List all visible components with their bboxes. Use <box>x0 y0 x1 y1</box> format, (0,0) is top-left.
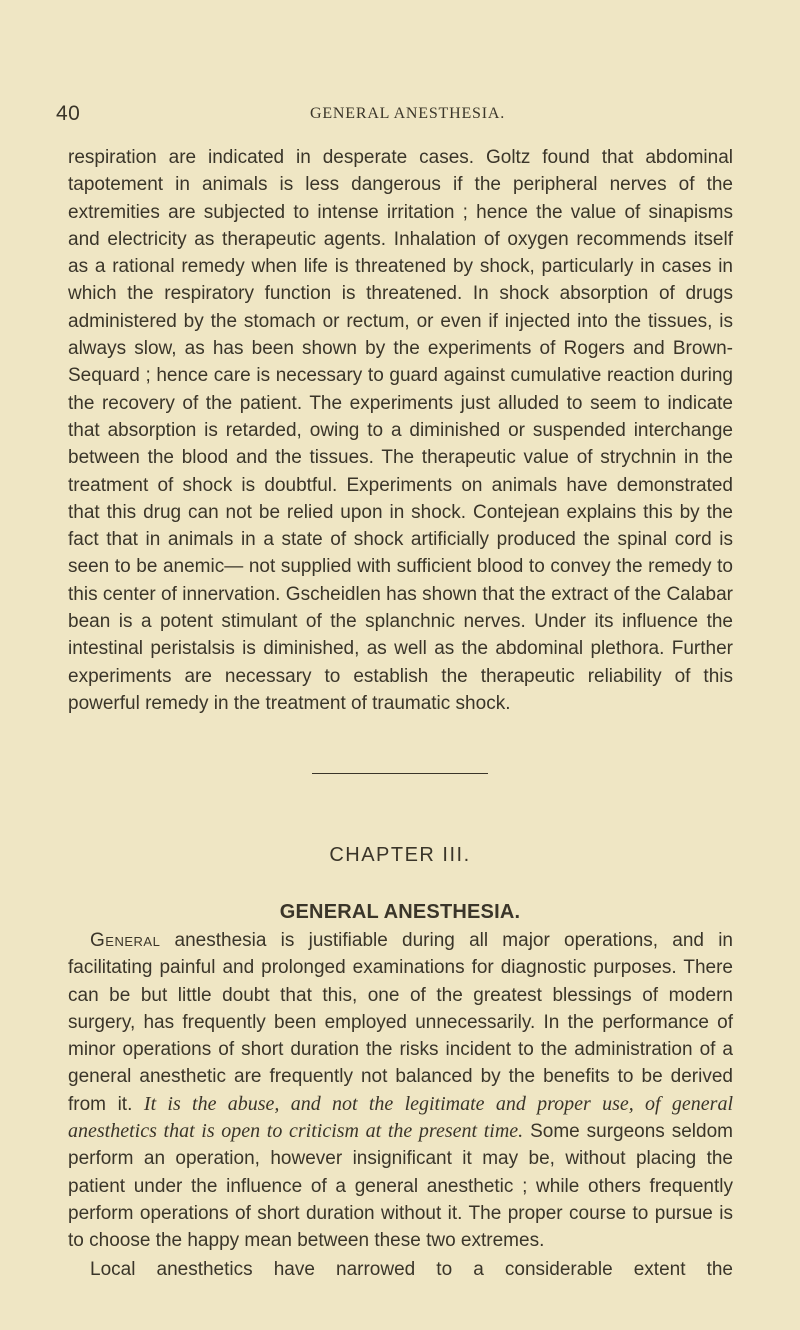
italic-emphasis: It is the abuse, and not the legitimate and proper use, of general anesthetics that is open to criticism at the present time. <box>68 1092 733 1143</box>
page-number: 40 <box>56 102 81 125</box>
continuation-paragraph: respiration are indicated in desperate cases. Goltz found that abdominal tapotement in animals is less dangerous if the peripheral nerves of the extremities are subjected to intense irritation ; hence the value of sinapisms and electricity as therapeutic agents. Inhalation of oxygen recommends itself as a rational remedy when life is threatened by shock, particularly in cases in which the respiratory function is threatened. In shock absorption of drugs administered by the stomach or rectum, or even if injected into the tissues, is always slow, as has been shown by the experiments of Rogers and Brown-Sequard ; hence care is necessary to guard against cumulative reaction during the recovery of the patient. The experiments just alluded to seem to indicate that absorption is retarded, owing to a diminished or suspended interchange between the blood and the tissues. The therapeutic value of strychnin in the treatment of shock is doubtful. Experiments on animals have demonstrated that this drug can not be relied upon in shock. Contejean explains this by the fact that in animals in a state of shock artificially produced the spinal cord is seen to be anemic— not supplied with sufficient blood to convey the remedy to this center of innervation. Gscheidlen has shown that the extract of the Calabar bean is a potent stimulant of the splanchnic nerves. Under its influence the intestinal peristalsis is diminished, as well as the abdominal plethora. Further experiments are necessary to establish the therapeutic reliability of this powerful remedy in the treatment of traumatic shock. <box>68 147 733 714</box>
running-head <box>56 102 746 132</box>
paragraph-text-before-italic: anesthesia is justifiable during all major operations, and in facilitating painful and prolonged examinations for diagnostic purposes. There can be but little doubt that this, one of the greatest blessings of modern surgery, has frequently been employed unnecessarily. In the performance of minor operations of short duration the risks incident to the administration of a general anesthetic are frequently not balanced by the benefits to be derived from it. <box>68 930 733 1115</box>
running-head-title: GENERAL ANESTHESIA. <box>310 105 506 122</box>
paragraph-text-after-italic: Some surgeons seldom perform an operation, however insignificant it may be, without placing the patient under the influence of a general anesthetic ; while others frequently perform operations of short duration without it. The proper course to pursue is to choose the happy mean between these two extremes. <box>68 1121 733 1252</box>
section-divider <box>312 773 488 774</box>
chapter-opening-paragraph <box>68 927 733 1255</box>
paragraph-lead-word: General <box>90 930 161 951</box>
chapter-title: GENERAL ANESTHESIA. <box>279 901 521 923</box>
final-paragraph-line: Local anesthetics have narrowed to a considerable extent the <box>90 1259 733 1280</box>
chapter-heading: CHAPTER III. <box>329 844 471 866</box>
